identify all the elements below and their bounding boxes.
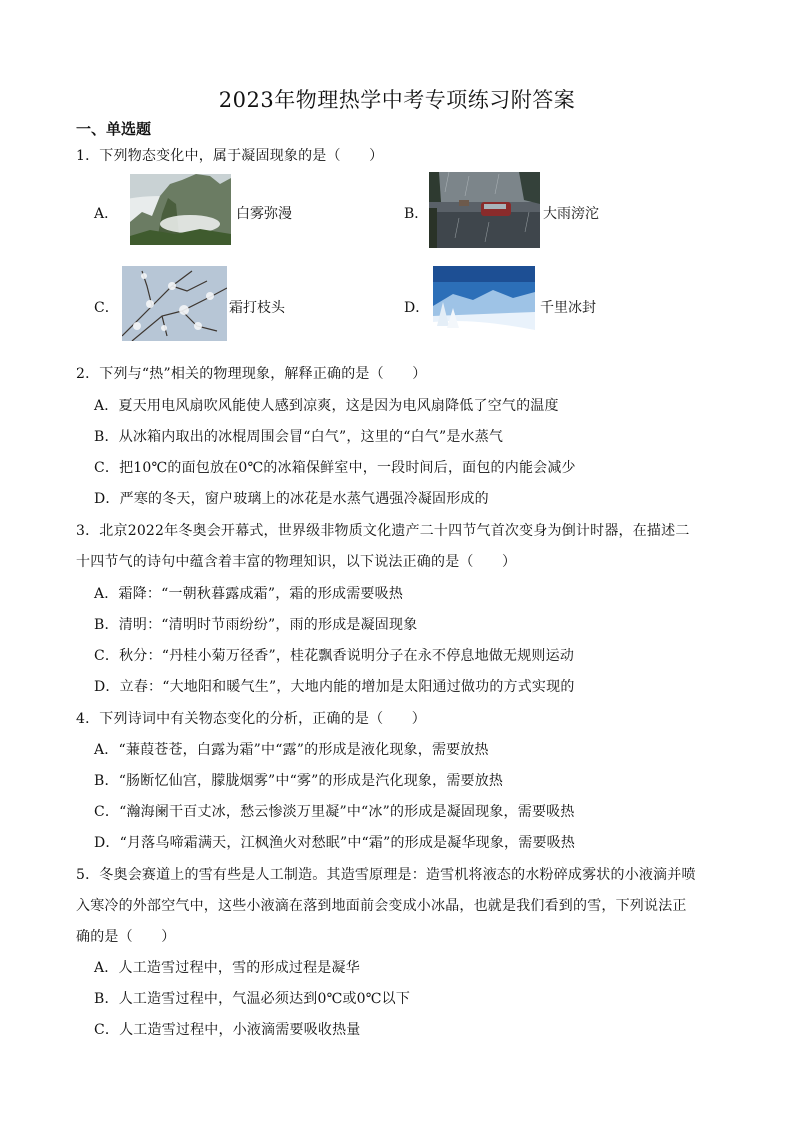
q1-option-c-label: C．	[94, 300, 119, 316]
q1-option-b-text: 大雨滂沱	[543, 206, 599, 222]
q1-option-b-label: B．	[404, 206, 429, 222]
q1-option-d-label: D．	[404, 300, 430, 316]
q1-option-c-text: 霜打枝头	[229, 300, 285, 316]
question-1-stem: 1．下列物态变化中，属于凝固现象的是（ ）	[76, 148, 384, 164]
q5-option-a: A．人工造雪过程中，雪的形成过程是凝华	[94, 960, 360, 976]
question-5-stem-line1: 5．冬奥会赛道上的雪有些是人工制造。其造雪原理是：造雪机将液态的水粉碎成雾状的小液滴并喷	[76, 867, 696, 883]
question-5-stem-line3: 确的是（ ）	[76, 929, 176, 945]
question-3-stem-line2: 十四节气的诗句中蕴含着丰富的物理知识，以下说法正确的是（ ）	[76, 554, 517, 570]
q1-option-a-label: A．	[94, 206, 119, 222]
q5-option-b: B．人工造雪过程中，气温必须达到0℃或0℃以下	[94, 991, 411, 1007]
section-heading: 一、单选题	[76, 120, 152, 138]
q4-option-c: C．“瀚海阑干百丈冰，愁云惨淡万里凝”中“冰”的形成是凝固现象，需要吸热	[94, 804, 575, 820]
q1-option-d-text: 千里冰封	[540, 300, 596, 316]
q3-option-a: A．霜降：“一朝秋暮露成霜”，霜的形成需要吸热	[94, 586, 404, 602]
q4-option-d: D．“月落乌啼霜满天，江枫渔火对愁眠”中“霜”的形成是凝华现象，需要吸热	[94, 835, 576, 851]
question-4-stem: 4．下列诗词中有关物态变化的分析，正确的是（ ）	[76, 711, 426, 727]
frozen-landscape-image	[433, 266, 535, 344]
question-5-stem-line2: 入寒冷的外部空气中，这些小液滴在落到地面前会变成小冰晶，也就是我们看到的雪，下列说法正	[76, 898, 687, 914]
heavy-rain-image	[429, 172, 540, 248]
page-title: 2023年物理热学中考专项练习附答案	[218, 88, 576, 112]
q3-option-d: D．立春：“大地阳和暖气生”，大地内能的增加是太阳通过做功的方式实现的	[94, 679, 575, 695]
q4-option-a: A．“蒹葭苍苍，白露为霜”中“露”的形成是液化现象，需要放热	[94, 742, 489, 758]
q3-option-c: C．秋分：“丹桂小菊万径香”，桂花飘香说明分子在永不停息地做无规则运动	[94, 648, 575, 664]
question-2-stem: 2．下列与“热”相关的物理现象，解释正确的是（ ）	[76, 366, 427, 382]
foggy-mountain-image	[130, 174, 231, 245]
q3-option-b: B．清明：“清明时节雨纷纷”，雨的形成是凝固现象	[94, 617, 418, 633]
q1-option-a-text: 白雾弥漫	[236, 206, 292, 222]
q4-option-b: B．“肠断忆仙宫，朦胧烟雾”中“雾”的形成是汽化现象，需要放热	[94, 773, 504, 789]
frosted-branches-image	[122, 266, 227, 341]
q5-option-c: C．人工造雪过程中，小液滴需要吸收热量	[94, 1022, 361, 1038]
question-3-stem-line1: 3．北京2022年冬奥会开幕式，世界级非物质文化遗产二十四节气首次变身为倒计时器，在描述二	[76, 523, 690, 539]
q2-option-d: D．严寒的冬天，窗户玻璃上的冰花是水蒸气遇强冷凝固形成的	[94, 491, 489, 507]
q2-option-b: B．从冰箱内取出的冰棍周围会冒“白气”，这里的“白气”是水蒸气	[94, 429, 504, 445]
q2-option-a: A．夏天用电风扇吹风能使人感到凉爽，这是因为电风扇降低了空气的温度	[94, 398, 559, 414]
q2-option-c: C．把10℃的面包放在0℃的冰箱保鲜室中，一段时间后，面包的内能会减少	[94, 460, 576, 476]
